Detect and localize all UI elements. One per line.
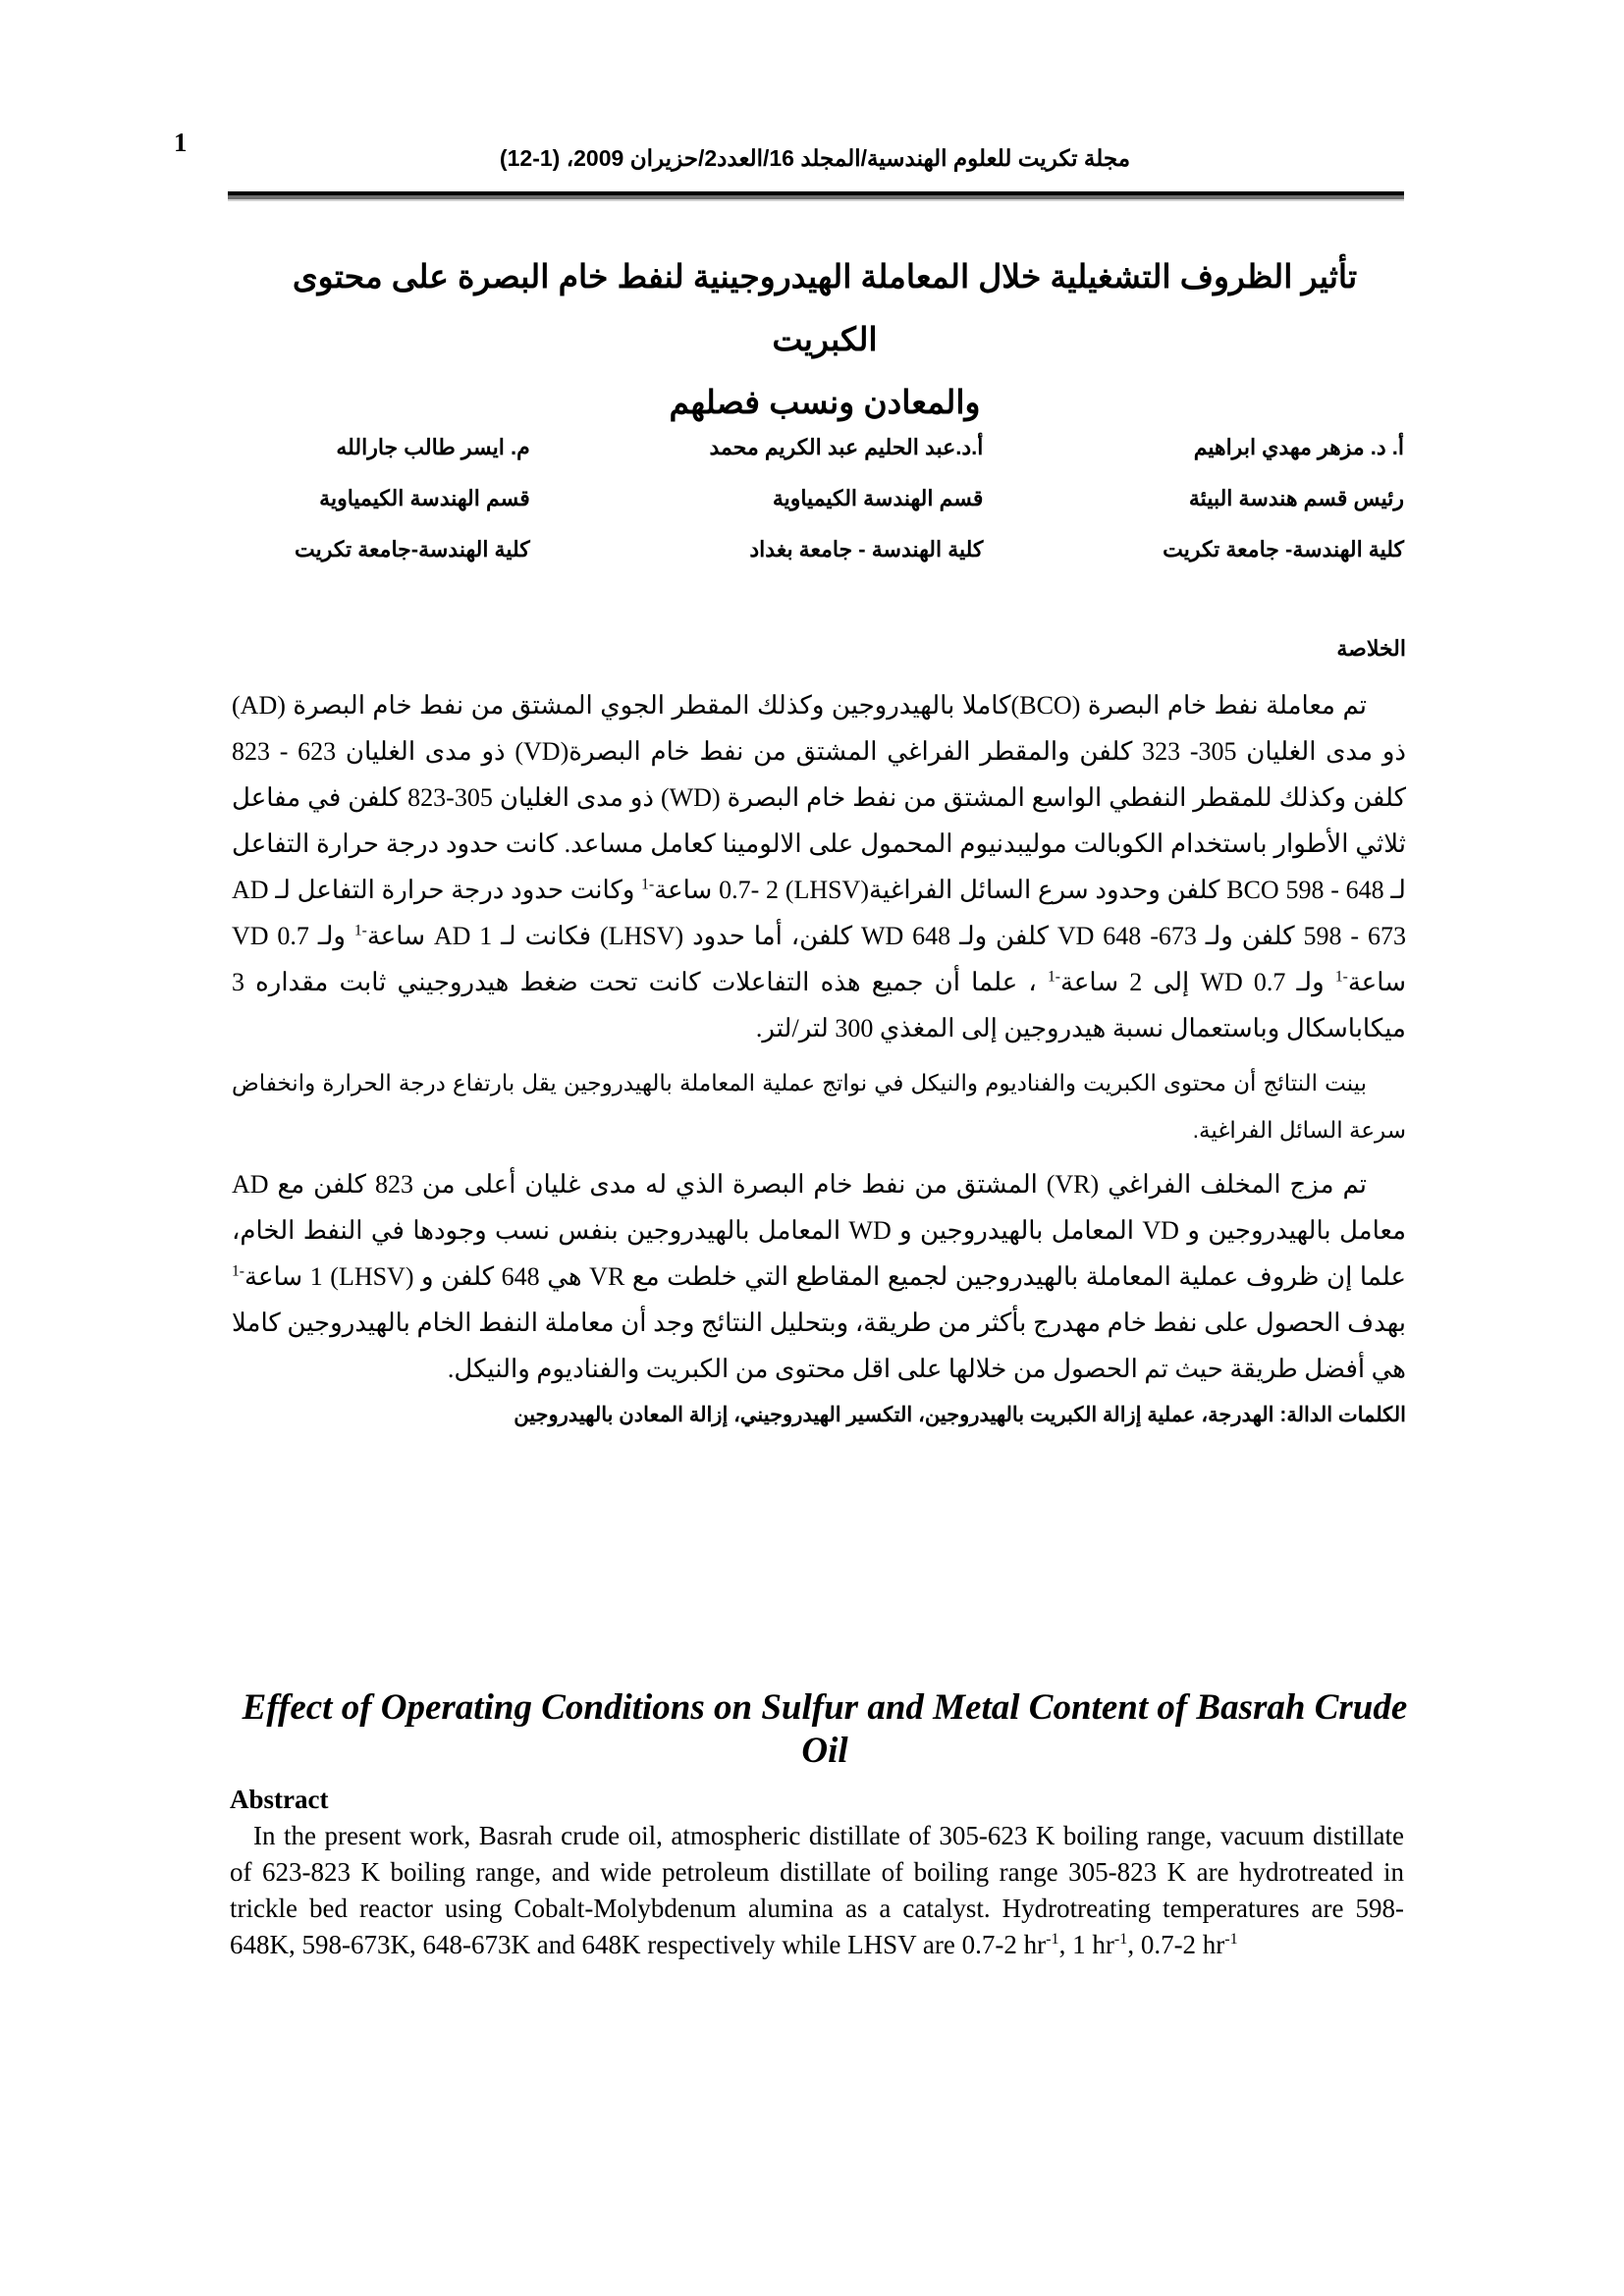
text-run: In the present work, Basrah crude oil, atmospheric distillate of 305-623 K boiling range, vacuum distillate of 623-823 K boiling range, and wide petroleum distillate of boiling range 305-823 K are hydrotreated in trickle bed reactor using Cobalt-Molybdenum alumina as a catalyst. Hydrotreating temperatures are 598-648K, 598-673K, 648-673K and 648K respectively while LHSV are 0.7-2 hr: [230, 1821, 1404, 1959]
author-name: أ.د.عبد الحليم عبد الكريم محمد: [709, 435, 984, 459]
superscript: -1: [353, 922, 367, 939]
text-run: بهدف الحصول على نفط خام مهدرج بأكثر من طريقة، وبتحليل النتائج وجد أن معاملة النفط الخام بالهيدروجين كاملا هي أفضل طريقة حيث تم الحصول من خلالها على اقل محتوى من الكبريت والفناديوم والنيكل.: [232, 1308, 1406, 1383]
author-position: رئيس قسم هندسة البيئة: [1188, 486, 1404, 510]
superscript: -1: [641, 876, 655, 893]
authors-block: [295, 422, 1404, 575]
arabic-title: [236, 245, 1414, 434]
text-run: , 0.7-2 hr: [1127, 1930, 1225, 1959]
journal-header: مجلة تكريت للعلوم الهندسية/المجلد 16/العدد2/حزيران 2009، (1-12): [499, 145, 1131, 171]
arabic-keywords: الكلمات الدالة: الهدرجة، عملية إزالة الكبريت بالهيدروجين، التكسير الهيدروجيني، إزالة المعادن بالهيدروجين: [514, 1404, 1406, 1426]
text-run: ولـ VD 0.7 ساعة: [232, 922, 1406, 996]
text-run: , 1 hr: [1058, 1930, 1114, 1959]
author-3: [295, 422, 530, 575]
author-1: [1163, 422, 1404, 575]
superscript: -1: [1334, 968, 1348, 986]
arabic-abstract-body: [232, 682, 1406, 1443]
arabic-abstract-paragraph-1: [232, 682, 1406, 1051]
text-run: ولـ WD 0.7 إلى 2 ساعة: [1059, 968, 1335, 996]
author-name: أ. د. مزهر مهدي ابراهيم: [1193, 435, 1404, 459]
header-rule-light: [228, 199, 1404, 201]
english-title: Effect of Operating Conditions on Sulfur and Metal Content of Basrah Crude Oil: [242, 1687, 1408, 1771]
superscript: -1: [1046, 1930, 1059, 1948]
author-affiliation: كلية الهندسة-جامعة تكريت: [295, 537, 530, 561]
text-run: تم مزج المخلف الفراغي (VR) المشتق من نفط خام البصرة الذي له مدى غليان أعلى من 823 كلفن مع AD معامل بالهيدروجين و VD المعامل بالهيدروجين و WD المعامل بالهيدروجين بنفس نسب وجودها في النفط الخام، علما إن ظروف عملية المعاملة بالهيدروجين لجميع المقاطع التي خلطت مع VR هي 648 كلفن و (LHSV) 1 ساعة: [232, 1170, 1406, 1291]
header-rule: [228, 191, 1404, 201]
page-number: 1: [174, 128, 188, 157]
author-position: قسم الهندسة الكيمياوية: [772, 486, 984, 510]
english-abstract-body: [230, 1818, 1404, 1963]
english-abstract-heading: Abstract: [230, 1785, 329, 1814]
superscript: -1: [1224, 1930, 1238, 1948]
superscript: -1: [232, 1262, 244, 1280]
arabic-abstract-heading: الخلاصة: [1336, 636, 1406, 661]
text-run: وكانت حدود درجة حرارة التفاعل لـ AD 598 - 673 كلفن ولـ VD 648 -673 كلفن ولـ WD 648 كلفن، أما حدود (LHSV) فكانت لـ AD 1 ساعة: [232, 876, 1406, 950]
author-name: م. ايسر طالب جارالله: [336, 435, 530, 459]
arabic-title-line-1: تأثير الظروف التشغيلية خلال المعاملة الهيدروجينية لنفط خام البصرة على محتوى الكبريت: [292, 258, 1358, 357]
author-position: قسم الهندسة الكيمياوية: [319, 486, 530, 510]
text-run: ، علما أن جميع هذه التفاعلات كانت تحت ضغط هيدروجيني ثابت مقداره 3 ميكاباسكال وباستعمال نسبة هيدروجين إلى المغذي 300 لتر/لتر.: [232, 968, 1406, 1042]
english-abstract-paragraph: [230, 1818, 1404, 1963]
author-affiliation: كلية الهندسة - جامعة بغداد: [749, 537, 984, 561]
arabic-abstract-paragraph-2: بينت النتائج أن محتوى الكبريت والفناديوم والنيكل في نواتج عملية المعاملة بالهيدروجين يقل بارتفاع درجة الحرارة وانخفاض سرعة السائل الفراغية.: [232, 1070, 1406, 1143]
author-2: [709, 422, 983, 575]
superscript: -1: [1047, 968, 1060, 986]
superscript: -1: [1113, 1930, 1128, 1948]
text-run: تم معاملة نفط خام البصرة (BCO)كاملا بالهيدروجين وكذلك المقطر الجوي المشتق من نفط خام البصرة (AD) ذو مدى الغليان 305- 323 كلفن والمقطر الفراغي المشتق من نفط خام البصرة(VD) ذو مدى الغليان 623 - 823 كلفن وكذلك للمقطر النفطي الواسع المشتق من نفط خام البصرة (WD) ذو مدى الغليان 305-823 كلفن في مفاعل ثلاثي الأطوار باستخدام الكوبالت موليبدنيوم المحمول على الالومينا كعامل مساعد. كانت حدود درجة حرارة التفاعل لـ BCO 598 - 648 كلفن وحدود سرع السائل الفراغية(LHSV) 0.7- 2 ساعة: [232, 691, 1406, 904]
arabic-abstract-paragraph-3: [232, 1161, 1406, 1392]
author-affiliation: كلية الهندسة- جامعة تكريت: [1163, 537, 1404, 561]
arabic-title-line-2: والمعادن ونسب فصلهم: [669, 384, 981, 420]
